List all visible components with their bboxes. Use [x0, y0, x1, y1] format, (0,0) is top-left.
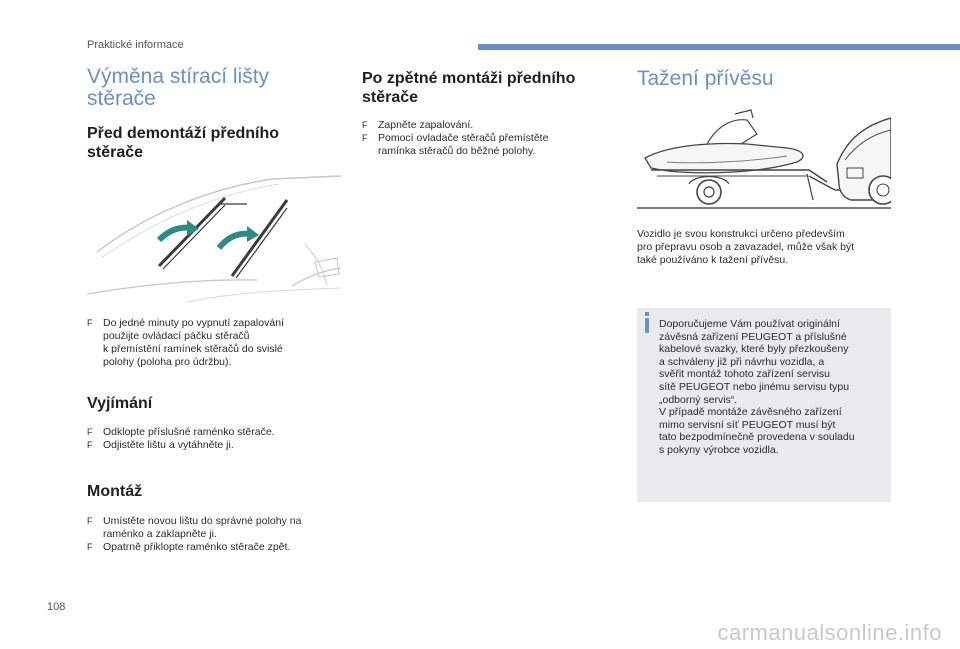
subheading-after-installation: Po zpětné montáži předního stěrače	[362, 70, 576, 106]
trailer-illustration	[637, 104, 891, 212]
bullet-list-after-installation	[362, 119, 616, 158]
list-item: F Opatrně přiklopte raménko stěrače zpět.	[87, 541, 291, 553]
list-item: F Odklopte příslušné raménko stěrače.	[87, 426, 275, 438]
wiper-illustration	[87, 174, 341, 306]
list-item: F Zapněte zapalování.	[362, 119, 474, 131]
subheading-before-removal: Před demontáží předního stěrače	[87, 125, 280, 161]
subheading-installation: Montáž	[87, 483, 143, 500]
section-label: Praktické informace	[87, 39, 184, 51]
bullet-list-installation	[87, 515, 341, 554]
subheading-removal: Vyjímání	[87, 395, 153, 412]
bullet-icon: F	[87, 427, 93, 437]
list-item: F Pomocí ovladače stěračů přemístěte ramínka stěračů do běžné polohy.	[362, 132, 549, 157]
info-icon	[645, 318, 649, 333]
towing-intro: Vozidlo je svou konstrukcí určeno především pro přepravu osob a zavazadel, může však být také používáno k tažení přívěsu.	[637, 228, 855, 266]
watermark: carmanualsonline.info	[717, 620, 942, 645]
bullet-icon: F	[362, 120, 368, 130]
list-item: F Odjistěte lištu a vytáhněte ji.	[87, 439, 234, 451]
list-item: F Do jedné minuty po vypnutí zapalování použijte ovládací páčku stěračů k přemístění ramínek stěračů do svislé polohy (poloha pro údržbu).	[87, 317, 284, 368]
bullet-list-removal	[87, 426, 341, 452]
info-text: Doporučujeme Vám používat originální závěsná zařízení PEUGEOT a příslušné kabelové svazky, které byly přezkoušeny a schváleny již při návrhu vozidla, a svěřit montáž tohoto zařízení servisu sítě PEUGEOT nebo jinému servisu typu „odborný servis“. V případě montáže závěsného zařízení mimo servisní síť PEUGEOT musí být tato bezpodmínečně provedena v souladu s pokyny výrobce vozidla.	[659, 318, 855, 456]
bullet-icon: F	[362, 133, 368, 143]
towing-title: Tažení přívěsu	[637, 67, 774, 90]
header-accent-bar	[478, 44, 960, 50]
list-item: F Umístěte novou lištu do správné polohy na raménko a zaklapněte ji.	[87, 515, 302, 540]
page-title: Výměna stírací lišty stěrače	[87, 65, 270, 110]
page-number: 108	[47, 601, 66, 613]
bullet-icon: F	[87, 542, 93, 552]
info-icon-dot	[645, 312, 649, 316]
bullet-icon: F	[87, 516, 93, 526]
bullet-icon: F	[87, 318, 93, 328]
bullet-icon: F	[87, 440, 93, 450]
bullet-list-before-removal	[87, 317, 341, 369]
